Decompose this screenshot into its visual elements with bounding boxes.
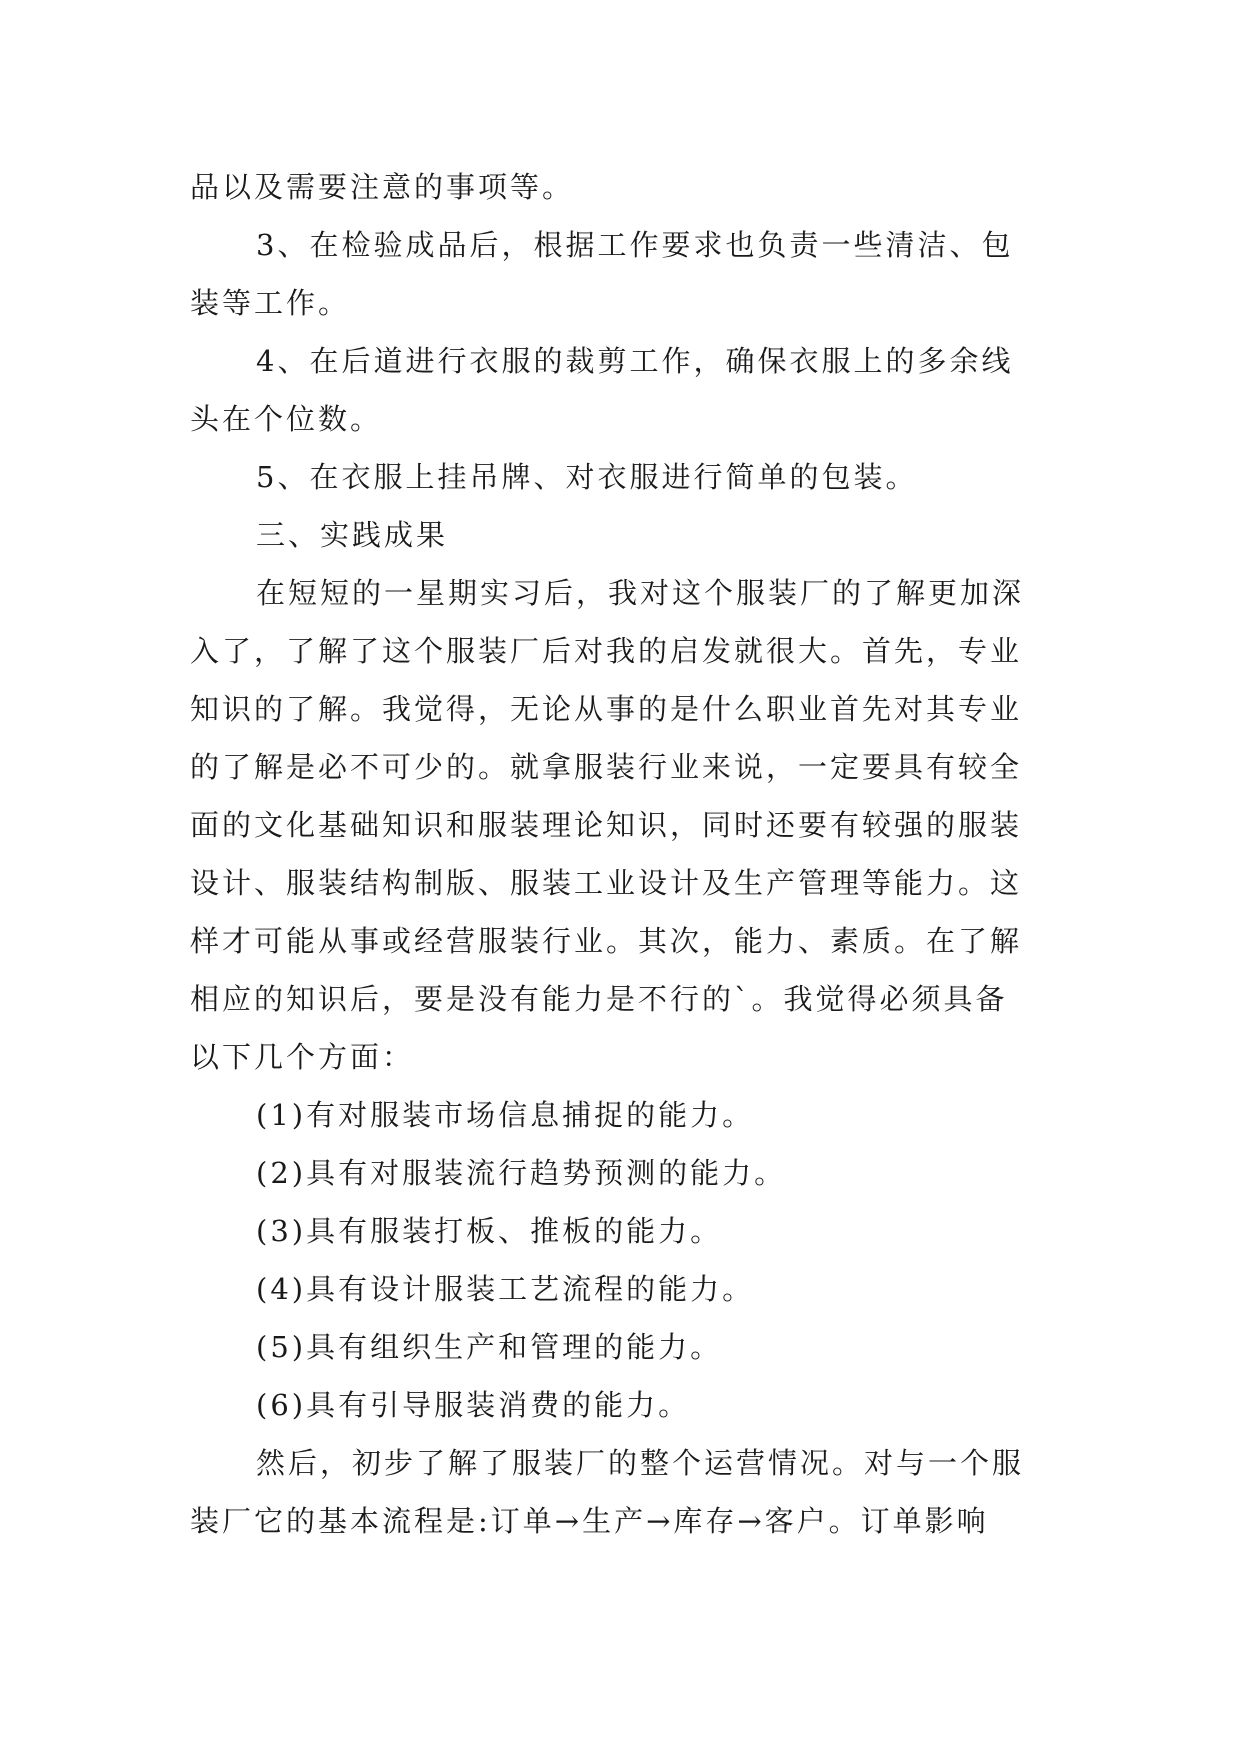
text-line: 面的文化基础知识和服装理论知识，同时还要有较强的服装 [190,808,1023,842]
list-item: (1)有对服装市场信息捕捉的能力。 [256,1098,755,1132]
text-line: 装厂它的基本流程是:订单→生产→库存→客户。订单影响 [190,1504,989,1538]
list-item: (5)具有组织生产和管理的能力。 [256,1330,723,1364]
text-line: 入了，了解了这个服装厂后对我的启发就很大。首先，专业 [190,634,1023,668]
text-line: 3、在检验成品后，根据工作要求也负责一些清洁、包 [256,228,1014,262]
list-item: (4)具有设计服装工艺流程的能力。 [256,1272,755,1306]
text-line: 样才可能从事或经营服装行业。其次，能力、素质。在了解 [190,924,1023,958]
text-line: 的了解是必不可少的。就拿服装行业来说，一定要具有较全 [190,750,1023,784]
text-line: 装等工作。 [190,286,351,320]
text-line: 4、在后道进行衣服的裁剪工作，确保衣服上的多余线 [256,344,1014,378]
text-line: 在短短的一星期实习后，我对这个服装厂的了解更加深 [256,576,1025,610]
text-line: 然后，初步了解了服装厂的整个运营情况。对与一个服 [256,1446,1025,1480]
text-line: 5、在衣服上挂吊牌、对衣服进行简单的包装。 [256,460,918,494]
text-line: 品以及需要注意的事项等。 [190,170,575,204]
text-line: 相应的知识后，要是没有能力是不行的`。我觉得必须具备 [190,982,1008,1016]
text-line: 设计、服装结构制版、服装工业设计及生产管理等能力。这 [190,866,1023,900]
list-item: (6)具有引导服装消费的能力。 [256,1388,691,1422]
document-body [190,158,1050,1550]
list-item: (3)具有服装打板、推板的能力。 [256,1214,723,1248]
text-line: 知识的了解。我觉得，无论从事的是什么职业首先对其专业 [190,692,1023,726]
text-line: 以下几个方面： [190,1040,415,1074]
section-heading: 三、实践成果 [256,518,449,552]
text-line: 头在个位数。 [190,402,383,436]
list-item: (2)具有对服装流行趋势预测的能力。 [256,1156,787,1190]
